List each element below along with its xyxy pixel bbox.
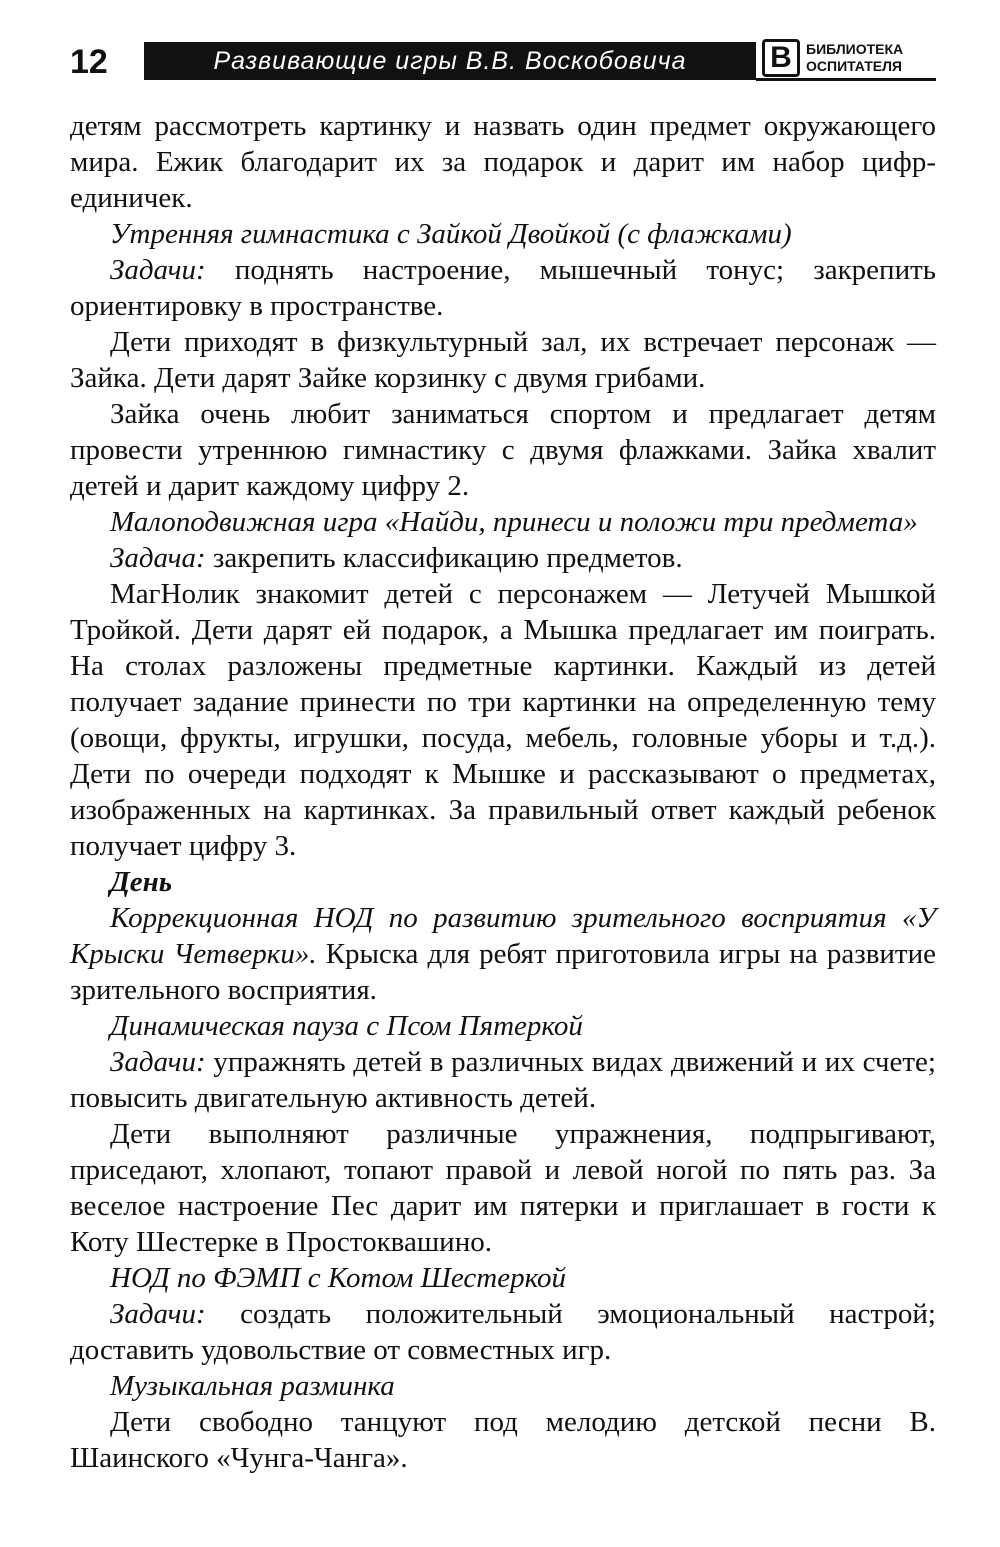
tasks-paragraph (70, 252, 936, 324)
section-heading: Динамическая пауза с Псом Пятеркой (110, 1010, 583, 1042)
tasks-text: поднять настроение, мышечный тонус; закрепить ориентировку в пространстве. (70, 254, 936, 322)
paragraph: Зайка очень любит заниматься спортом и предлагает детям провести утреннюю гимнастику с двумя флажками. Зайка хвалит детей и дарит каждому цифру 2. (70, 398, 936, 502)
section-heading: НОД по ФЭМП с Котом Шестеркой (110, 1262, 567, 1294)
task-paragraph (70, 540, 936, 576)
paragraph: Дети свободно танцуют под мелодию детской песни В. Шаинского «Чунга-Чанга». (70, 1406, 936, 1474)
paragraph: детям рассмотреть картинку и назвать один предмет окружающего мира. Ежик благодарит их за подарок и дарит им набор цифр-единичек. (70, 110, 936, 214)
tasks-label: Задачи: (110, 254, 206, 286)
series-logo (762, 39, 938, 79)
logo-letter: В (762, 39, 800, 77)
running-header (70, 36, 938, 92)
tasks-text: создать положительный эмоциональный настрой; доставить удовольствие от совместных игр. (70, 1298, 936, 1366)
logo-line-1: БИБЛИОТЕКА (806, 41, 904, 57)
running-title: Развивающие игры В.В. Воскобовича (144, 42, 756, 80)
logo-line-2: ОСПИТАТЕЛЯ (806, 58, 902, 74)
paragraph: Дети приходят в физкультурный зал, их встречает персонаж — Зайка. Дети дарят Зайке корзинку с двумя грибами. (70, 326, 936, 394)
activity-text: Крыска для ребят приготовила игры на развитие зрительного восприятия. (70, 938, 936, 1006)
tasks-label: Задачи: (110, 1298, 206, 1330)
task-label: Задача: (110, 542, 206, 574)
paragraph: Дети выполняют различные упражнения, подпрыгивают, приседают, хлопают, топают правой и левой ногой по пять раз. За веселое настроение Пес дарит им пятерки и приглашает в гости к Коту Шестерке в Простоквашино. (70, 1118, 936, 1258)
activity-title: Коррекционная НОД по развитию зрительного восприятия «У Крыски Четверки». (70, 902, 936, 970)
tasks-label: Задачи: (110, 1046, 206, 1078)
paragraph (70, 900, 936, 1008)
section-heading: Малоподвижная игра «Найди, принеси и положи три предмета» (110, 506, 918, 538)
tasks-paragraph (70, 1044, 936, 1116)
task-text: закрепить классификацию предметов. (205, 542, 683, 574)
page-content (70, 108, 936, 1476)
tasks-text: упражнять детей в различных видах движений и их счете; повысить двигательную активность детей. (70, 1046, 936, 1114)
logo-text (806, 41, 938, 75)
section-heading-day: День (110, 866, 173, 898)
section-heading: Утренняя гимнастика с Зайкой Двойкой (с флажками) (110, 218, 792, 250)
paragraph: МагНолик знакомит детей с персонажем — Летучей Мышкой Тройкой. Дети дарят ей подарок, а Мышка предлагает им поиграть. На столах разложены предметные картинки. Каждый из детей получает задание принести по три картинки на определенную тему (овощи, фрукты, игрушки, посуда, мебель, головные уборы и т.д.). Дети по очереди подходят к Мышке и рассказывают о предметах, изображенных на картинках. За правильный ответ каждый ребенок получает цифру 3. (70, 578, 936, 862)
tasks-paragraph (70, 1296, 936, 1368)
section-heading: Музыкальная разминка (110, 1370, 395, 1402)
page-number: 12 (70, 43, 108, 81)
